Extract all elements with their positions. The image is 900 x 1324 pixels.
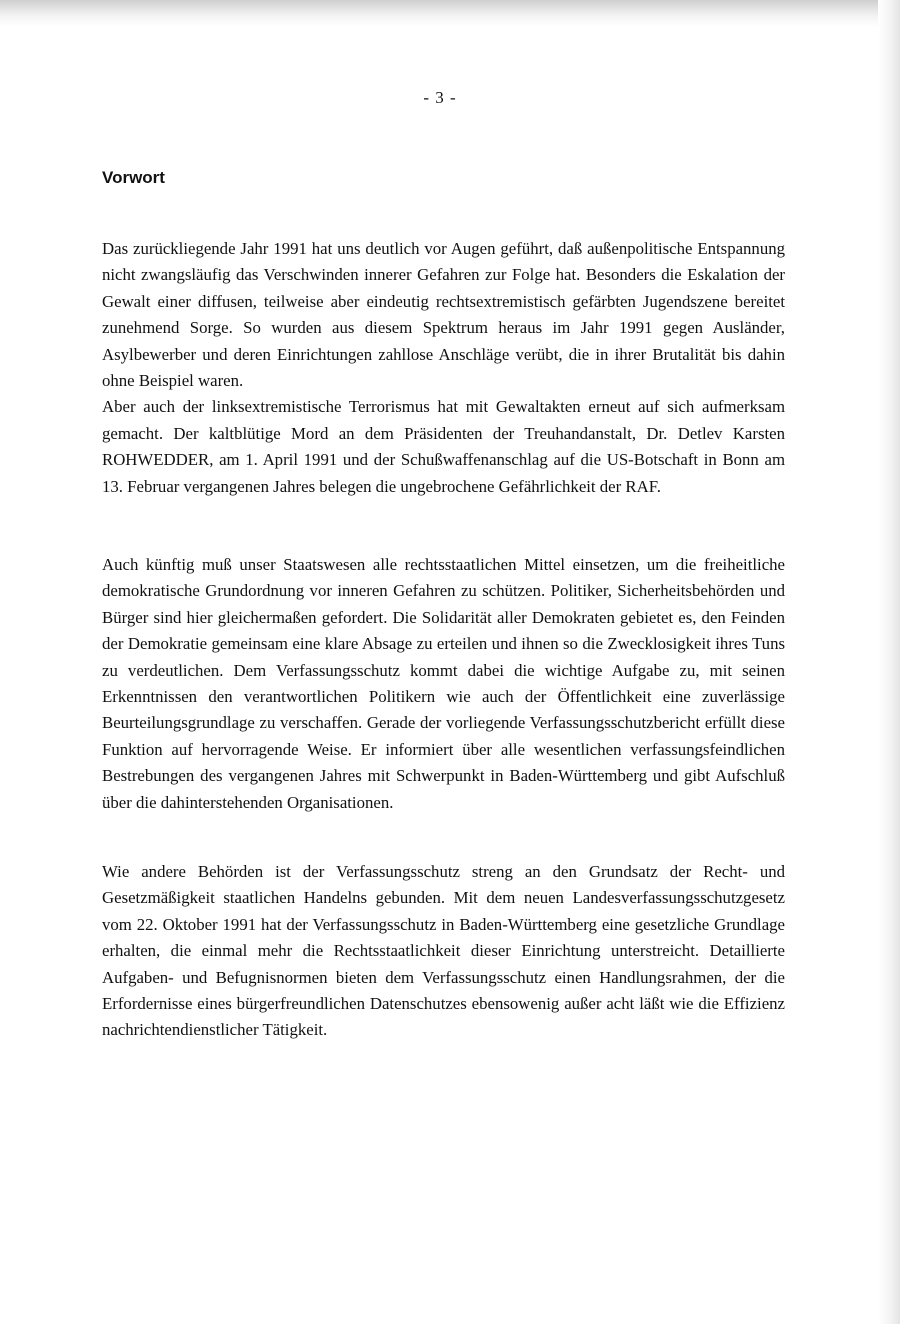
text-block-1 [102,236,785,500]
text-block-3 [102,859,785,1044]
text-block-2 [102,552,785,816]
page-number: - 3 - [423,88,457,107]
paragraph-1: Das zurückliegende Jahr 1991 hat uns deutlich vor Augen geführt, daß außenpolitische Entspannung nicht zwangsläufig das Verschwinden innerer Gefahren zur Folge hat. Besonders die Eskalation der Gewalt einer diffusen, teilweise aber eindeutig rechtsextremistisch gefärbten Jugendszene bereitet zunehmend Sorge. So wurden aus diesem Spektrum heraus im Jahr 1991 gegen Ausländer, Asylbewerber und deren Einrichtungen zahllose Anschläge verübt, die in ihrer Brutalität bis dahin ohne Beispiel waren. [102,239,785,391]
paragraph-3: Auch künftig muß unser Staatswesen alle rechtsstaatlichen Mittel einsetzen, um die freiheitliche demokratische Grundordnung vor inneren Gefahren zu schützen. Politiker, Sicherheitsbehörden und Bürger sind hier gleichermaßen gefordert. Die Solidarität aller Demokraten gebietet es, den Feinden der Demokratie gemeinsam eine klare Absage zu erteilen und ihnen so die Zwecklosigkeit ihres Tuns zu verdeutlichen. Dem Verfassungsschutz kommt dabei die wichtige Aufgabe zu, mit seinen Erkenntnissen den verantwortlichen Politikern wie auch der Öffentlichkeit eine zuverlässige Beurteilungsgrundlage zu verschaffen. Gerade der vorliegende Verfassungsschutzbericht erfüllt diese Funktion auf hervorragende Weise. Er informiert über alle wesentlichen verfassungsfeindlichen Bestrebungen des vergangenen Jahres mit Schwerpunkt in Baden-Württemberg und gibt Aufschluß über die dahinterstehenden Organisationen. [102,555,785,812]
page-heading: Vorwort [102,168,165,187]
paragraph-4: Wie andere Behörden ist der Verfassungsschutz streng an den Grundsatz der Recht- und Gesetzmäßigkeit staatlichen Handelns gebunden. Mit dem neuen Landesverfassungsschutzgesetz vom 22. Oktober 1991 hat der Verfassungsschutz in Baden-Württemberg eine gesetzliche Grundlage erhalten, die einmal mehr die Rechtsstaatlichkeit dieser Einrichtung unterstreicht. Detaillierte Aufgaben- und Befugnisnormen bieten dem Verfassungsschutz einen Handlungsrahmen, der die Erfordernisse eines bürgerfreundlichen Datenschutzes ebensowenig außer acht läßt wie die Effizienz nachrichtendienstlicher Tätigkeit. [102,862,785,1040]
paragraph-2: Aber auch der linksextremistische Terrorismus hat mit Gewaltakten erneut auf sich aufmerksam gemacht. Der kaltblütige Mord an dem Präsidenten der Treuhandanstalt, Dr. Detlev Karsten ROHWEDDER, am 1. April 1991 und der Schußwaffenanschlag auf die US-Botschaft in Bonn am 13. Februar vergangenen Jahres belegen die ungebrochene Gefährlichkeit der RAF. [102,397,785,496]
